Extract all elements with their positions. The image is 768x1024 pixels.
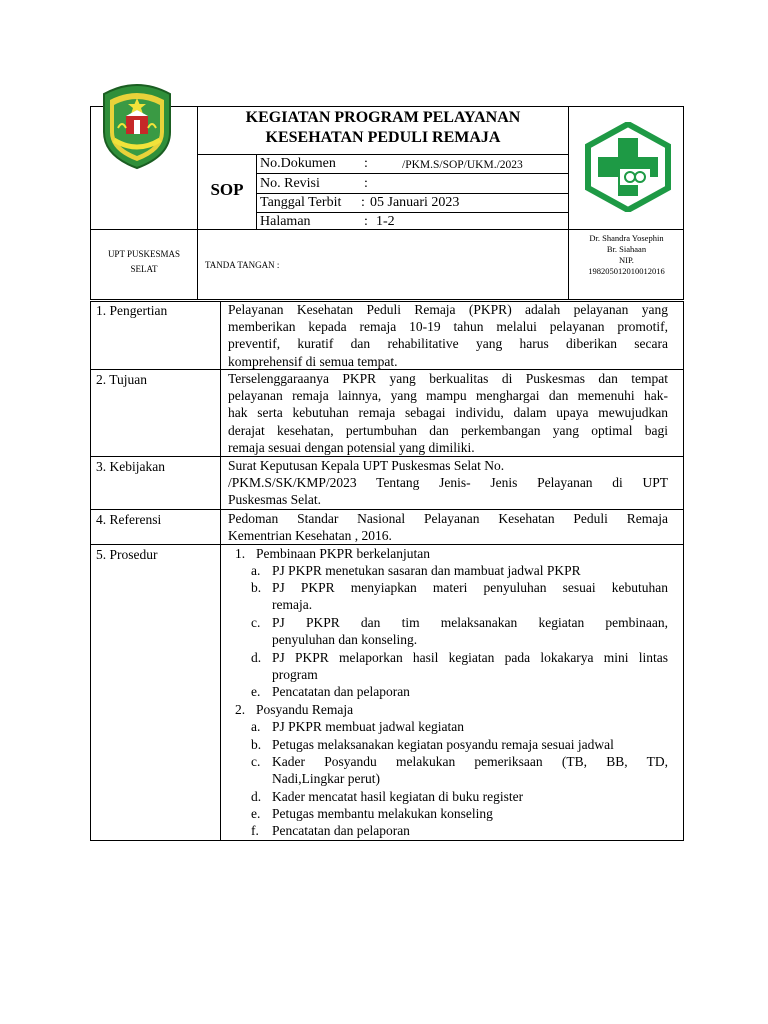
list-item: PJ PKPR membuat jadwal kegiatan [272,719,464,734]
tujuan-line: hak serta kebutuhan remaja sebagai individu, dalam upaya mewujudkan [228,405,668,421]
list-item: Pencatatan dan pelaporan [272,684,410,699]
org-name-line-2: SELAT [130,264,158,274]
group-title: Posyandu Remaja [256,702,354,717]
meta-row-line-1 [257,173,568,174]
meta-label-halaman: Halaman [260,214,311,229]
title-line-1: KEGIATAN PROGRAM PELAYANAN [245,109,521,126]
group-marker: 1. [235,546,246,561]
org-name-line-1: UPT PUSKESMAS [107,249,181,259]
section-text-kebijakan [228,457,668,509]
item-marker: d. [251,650,262,665]
org-name [91,249,197,275]
kabupaten-emblem-logo [96,80,178,170]
meta-value-tanggal-terbit: 05 Januari 2023 [370,195,460,210]
section-label-pengertian: 1. Pengertian [96,303,168,318]
list-item: penyuluhan dan konseling. [272,632,418,647]
section-label-tujuan: 2. Tujuan [96,372,148,387]
list-item: remaja. [272,597,313,612]
signer-block [569,233,684,277]
list-item: Nadi,Lingkar perut) [272,771,380,786]
item-marker: f. [251,823,259,838]
item-marker: e. [251,684,261,699]
meta-sep-tanggal-terbit: : [361,195,365,210]
pengertian-line: komprehensif di semua tempat. [228,353,398,369]
pengertian-line: memberikan kepada remaja 10-19 tahun melalui pelayanan promotif, [228,319,668,335]
list-item: program [272,667,318,682]
tujuan-line: Terselenggaraanya PKPR yang berkualitas di Puskesmas dan tempat [228,371,668,386]
kebijakan-line: Puskesmas Selat. [228,492,321,508]
table-left-border [90,301,91,841]
item-marker: e. [251,806,261,821]
table-column-divider [220,301,221,841]
list-item: PJ PKPR melaporkan hasil kegiatan pada lokakarya mini lintas [272,650,668,665]
tujuan-line: pelayanan remaja lainnya, yang mampu menghargai dan memenuhi hak- [228,388,668,404]
list-item: Kader mencatat hasil kegiatan di buku register [272,789,524,804]
signer-nip: 198205012010012016 [588,266,665,276]
item-marker: c. [251,615,261,630]
section-label-prosedur: 5. Prosedur [96,547,158,562]
header-bottom-border [90,299,684,300]
table-bottom-border [90,840,684,841]
list-item: Kader Posyandu melakukan pemeriksaan (TB, BB, TD, [272,754,668,769]
signer-name-line-1: Dr. Shandra Yosephin [589,233,664,243]
section-text-tujuan [228,370,668,456]
list-item: Petugas membantu melakukan konseling [272,806,493,821]
signer-name-line-2: Br. Siahaan [606,244,647,254]
meta-sep-no-dokumen: : [364,156,368,171]
meta-value-halaman: 1-2 [376,214,395,229]
group-marker: 2. [235,702,246,717]
document-title [198,108,568,148]
item-marker: b. [251,580,262,595]
list-item: PJ PKPR menetukan sasaran dan mambuat jadwal PKPR [272,563,581,578]
meta-label-no-revisi: No. Revisi [260,176,320,191]
tujuan-line: remaja sesuai dengan potensial yang dimiliki. [228,439,475,455]
list-item: Petugas melaksanakan kegiatan posyandu remaja sesuai jadwal [272,737,614,752]
sop-divider [256,154,257,230]
title-line-2: KESEHATAN PEDULI REMAJA [265,129,501,146]
item-marker: a. [251,563,261,578]
sop-label: SOP [210,180,244,199]
signature-label: TANDA TANGAN : [205,260,280,270]
table-right-border [683,301,684,841]
meta-value-no-dokumen: /PKM.S/SOP/UKM./2023 [402,159,523,171]
section-label-referensi: 4. Referensi [96,512,162,527]
section-label-kebijakan: 3. Kebijakan [96,459,165,474]
kebijakan-line: /PKM.S/SK/KMP/2023 Tentang Jenis- Jenis Pelayanan di UPT [228,475,668,491]
meta-label-tanggal-terbit: Tanggal Terbit [260,195,342,210]
list-item: Pencatatan dan pelaporan [272,823,410,838]
item-marker: a. [251,719,261,734]
meta-sep-no-revisi: : [364,176,368,191]
signer-nip-label: NIP. [619,255,634,265]
list-item: PJ PKPR menyiapkan materi penyuluhan sesuai kebutuhan [272,580,668,595]
list-item: PJ PKPR dan tim melaksanakan kegiatan pembinaan, [272,615,668,630]
referensi-line: Pedoman Standar Nasional Pelayanan Kesehatan Peduli Remaja [228,511,668,526]
referensi-line: Kementrian Kesehatan , 2016. [228,528,392,544]
section-text-referensi [228,510,668,544]
pengertian-line: Pelayanan Kesehatan Peduli Remaja (PKPR) adalah pelayanan yang [228,302,668,317]
title-divider [198,154,568,155]
meta-label-no-dokumen: No.Dokumen [260,156,336,171]
group-title: Pembinaan PKPR berkelanjutan [256,546,430,561]
section-text-pengertian [228,301,668,370]
item-marker: c. [251,754,261,769]
item-marker: b. [251,737,262,752]
header-top-border [90,106,684,107]
meta-sep-halaman: : [364,214,368,229]
pengertian-line: preventif, kuratif dan rehabilitative yang harus diberikan secara [228,336,668,352]
puskesmas-logo [584,122,672,212]
kebijakan-line: Surat Keputusan Kepala UPT Puskesmas Selat No. [228,458,505,473]
tujuan-line: derajat kesehatan, pertumbuhan dan perkembangan yang optimal bagi [228,422,668,438]
item-marker: d. [251,789,262,804]
